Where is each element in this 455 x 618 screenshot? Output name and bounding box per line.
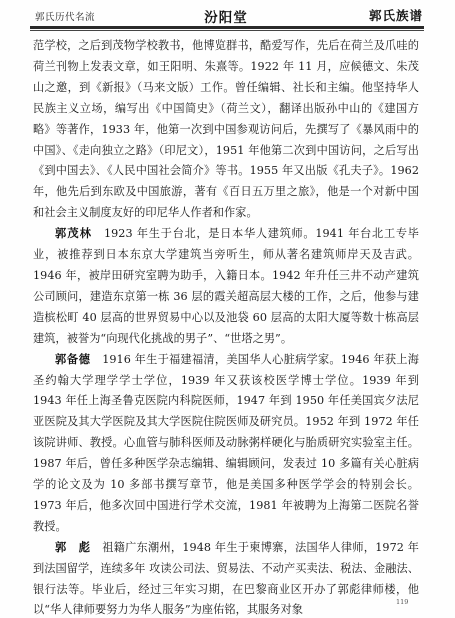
bio-name: 郭备德 <box>55 352 91 366</box>
bio-paragraph <box>33 224 419 349</box>
body-text <box>33 36 419 618</box>
bio-paragraph <box>33 538 419 618</box>
bio-name: 郭茂林 <box>55 227 93 241</box>
bio-text: 祖籍广东潮州，1948 年生于柬博寨，法国华人律师，1972 年到法国留学，连续多年 攻读公司法、贸易法、不动产买卖法、税法、金融法、银行法等。毕业后，经过三年实习期，在巴黎商业区开办了郭彪律师楼，他以“华人律师要努力为华人服务”为座佑铭，其服务对象 <box>33 540 419 617</box>
bio-text: 1923 年生于台北，是日本华人建筑师。1941 年台北工专毕业，被推荐到日本东京大学建筑当旁听生，师从著名建筑师岸天及吉武。1946 年，被岸田研究室聘为助手，入籍日本。1942 年升任三井不动产建筑公司顾问，建造东京第一栋 36 层的霞关超高层大楼的工作，之后，他参与建造槟松町 40 层高的世界贸易中心以及池袋 60 层高的太阳大厦等数十栋高层建筑，被誉为“向现代化挑战的男子”、“世塔之男”。 <box>33 227 419 345</box>
intro-paragraph: 范学校，之后到茂物学校教书，他博览群书，酷爱写作，先后在荷兰及爪哇的荷兰刊物上发表文章，如王阳明、朱熹等。1922 年 11 月，应候德文、朱茂山之邀，到《新报》（马来文版）工作。曾任编辑、社长和主编。他坚持华人民族主义立场，编写出《中国简史》（荷兰文），翻译出版孙中山的《建国方略》等著作，1933 年，他第一次到中国参观访问后，先撰写了《暴风雨中的中国》、《走向独立之路》（印尼文），1951 年他第二次到中国访问，之后写出《到中国去》、《人民中国社会简介》等书。1955 年又出版《孔夫子》。1962 年，他先后到东欧及中国旅游，著有《百日五万里之旅》，他是一个对新中国和社会主义制度友好的印尼华人作者和作家。 <box>33 39 419 220</box>
bio-name: 郭 彪 <box>55 540 91 554</box>
header-center-title: 汾阳堂 <box>204 10 248 26</box>
header-rule-thick <box>30 26 424 29</box>
header-book-title: 郭氏族谱 <box>368 8 423 23</box>
bio-paragraph <box>33 350 419 538</box>
header-section-title: 郭氏历代名流 <box>35 12 96 23</box>
bio-text: 1916 年生于福建福清，美国华人心脏病学家。1946 年获上海圣约翰大学理学学士学位，1939 年又获该校医学博士学位。1939 年到 1943 年任上海圣鲁克医院内科院医师，1947 年到 1950 年任美国宾夕法尼亚医院及其大学医院及其大学医院住院医师及研究员。1952 年到 1972 年任该院讲师、教授。心血管与肺科医师及动脉粥样硬化与胎质研究实验室主任。1987 年后，曾任多种医学杂志编辑、编辑顾问，发表过 10 多篇有关心脏病学的论文及为 10 多部书撰写章节，他是美国多种医学学会的特别会长。1973 年后，他多次回中国进行学术交流，1981 年被聘为上海第二医院名誉教授。 <box>33 352 419 533</box>
header-rule-thin <box>30 30 424 31</box>
page-header <box>27 6 425 26</box>
page-number: 119 <box>396 598 409 606</box>
